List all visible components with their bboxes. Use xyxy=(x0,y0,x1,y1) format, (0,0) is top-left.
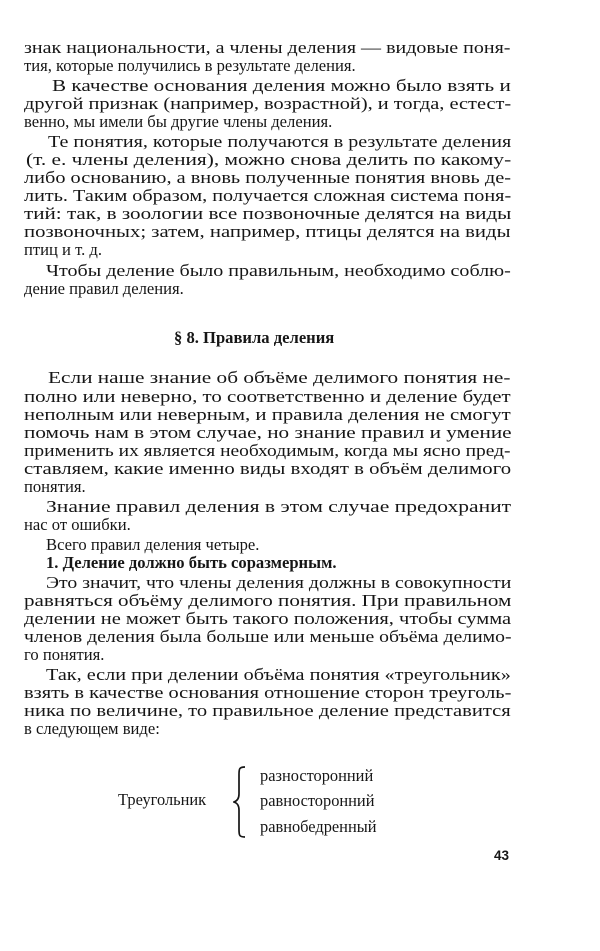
text-line: Так, если при делении объёма понятия «треугольник» xyxy=(46,665,511,684)
diagram-item: равнобедренный xyxy=(260,817,377,836)
text-line: делении не может быть такого положения, чтобы сумма xyxy=(24,609,512,628)
text-line: венно, мы имели бы другие члены деления. xyxy=(24,112,333,131)
text-line: другой признак (например, возрастной), и тогда, естест- xyxy=(24,94,512,113)
text-line: Всего правил деления четыре. xyxy=(46,535,260,554)
text-line: в следующем виде: xyxy=(24,719,160,738)
section-heading: § 8. Правила деления xyxy=(174,328,335,347)
page-number: 43 xyxy=(494,848,510,863)
text-line: Чтобы деление было правильным, необходимо соблю- xyxy=(46,261,511,280)
text-line: полно или неверно, то соответственно и деление будет xyxy=(24,387,511,406)
diagram-item: разносторонний xyxy=(260,766,374,785)
text-line: неполным или неверным, и правила деления не смогут xyxy=(24,405,511,424)
text-line: го понятия. xyxy=(24,645,105,664)
text-line: Знание правил деления в этом случае предохранит xyxy=(46,497,512,516)
text-line: взять в качестве основания отношение сторон треуголь- xyxy=(24,683,512,702)
text-line: ника по величине, то правильное деление представится xyxy=(24,701,511,720)
text-line: применить их является необходимым, когда мы ясно пред- xyxy=(24,441,511,460)
diagram-item: равносторонний xyxy=(260,791,375,810)
text-line: лить. Таким образом, получается сложная система поня- xyxy=(24,186,512,205)
text-line: нас от ошибки. xyxy=(24,515,131,534)
text-line: помочь нам в этом случае, но знание правил и умение xyxy=(24,423,512,442)
text-line: членов деления была больше или меньше объёма делимо- xyxy=(24,627,512,646)
text-line: позвоночных; затем, например, птицы делятся на виды xyxy=(24,222,511,241)
text-line: дение правил деления. xyxy=(24,279,184,298)
rule-heading: 1. Деление должно быть соразмерным. xyxy=(46,553,337,572)
text-line: В качестве основания деления можно было взять и xyxy=(52,76,511,95)
text-line: равняться объёму делимого понятия. При правильном xyxy=(24,591,512,610)
text-line: (т. е. члены деления), можно снова делить по какому- xyxy=(26,150,512,169)
text-line: Те понятия, которые получаются в результате деления xyxy=(48,132,512,151)
text-line: знак национальности, а члены деления — видовые поня- xyxy=(24,38,511,57)
text-line: Это значит, что члены деления должны в совокупности xyxy=(46,573,512,592)
text-line: Если наше знание об объёме делимого понятия не- xyxy=(48,368,511,387)
text-line: понятия. xyxy=(24,477,86,496)
diagram-root-label: Треугольник xyxy=(118,790,207,809)
curly-brace-icon xyxy=(233,766,247,838)
text-line: тия, которые получились в результате деления. xyxy=(24,56,356,75)
text-line: либо основанию, а вновь полученные понятия вновь де- xyxy=(24,168,511,187)
text-line: птиц и т. д. xyxy=(24,240,102,259)
text-line: тий: так, в зоологии все позвоночные делятся на виды xyxy=(24,204,512,223)
text-line: ставляем, какие именно виды входят в объём делимого xyxy=(24,459,512,478)
